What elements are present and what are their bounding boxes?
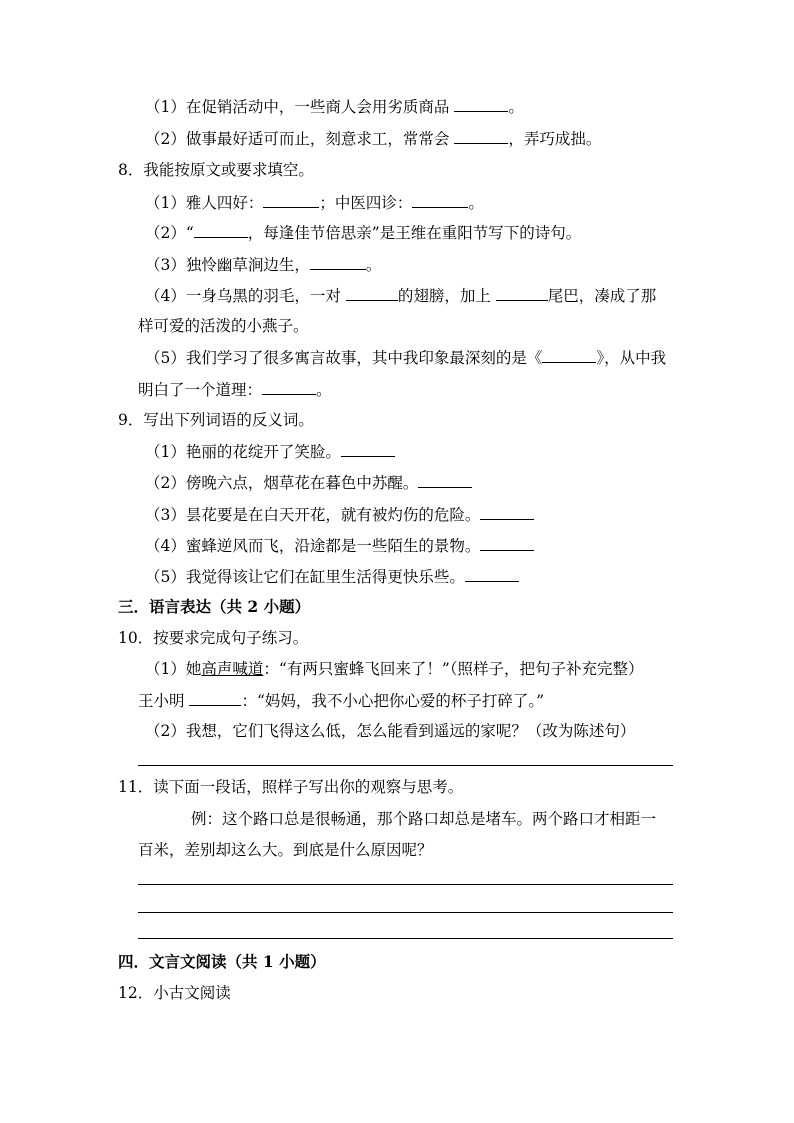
q7-item-2 [145, 128, 601, 149]
q11-title: 11．读下面一段话，照样子写出你的观察与思考。 [118, 778, 464, 796]
q10-item-1-a: （1）她 [145, 660, 202, 678]
q7-item-1-end: 。 [508, 98, 524, 116]
q10-item-1-answer-a: 王小明 [138, 692, 185, 710]
q8-item-1-c: 。 [468, 194, 484, 212]
answer-blank[interactable] [418, 472, 472, 488]
answer-blank[interactable] [496, 285, 548, 301]
q7-item-2-end: ，弄巧成拙。 [508, 130, 602, 148]
q8-item-4 [145, 285, 656, 306]
q8-item-4-c: 尾巴，凑成了那 [547, 287, 657, 305]
q9-item-4 [145, 535, 534, 556]
q8-item-5-d: 。 [316, 381, 332, 399]
answer-blank[interactable] [310, 254, 366, 270]
q8-item-3 [145, 254, 381, 275]
q8-title: 8．我能按原文或要求填空。 [118, 161, 314, 179]
answer-blank[interactable] [480, 504, 534, 520]
answer-line[interactable] [138, 765, 673, 766]
q9-item-1 [145, 441, 395, 462]
q8-item-1 [145, 192, 484, 213]
q10-title: 10．按要求完成句子练习。 [118, 629, 309, 647]
q11-example-line-2: 百米，差别却这么大。到底是什么原因呢？ [138, 841, 433, 859]
q10-item-1 [145, 659, 644, 679]
q9-item-5 [145, 566, 519, 587]
q9-item-3 [145, 504, 534, 525]
answer-line[interactable] [138, 884, 673, 885]
answer-line[interactable] [138, 938, 673, 939]
q8-item-4-cont: 样可爱的活泼的小燕子。 [138, 317, 309, 335]
q10-item-2: （2）我想，它们飞得这么低，怎么能看到遥远的家呢？（改为陈述句） [145, 722, 636, 740]
answer-blank[interactable] [454, 128, 508, 144]
q10-item-1-answer [138, 690, 544, 711]
q8-item-5-c: 明白了一个道理： [138, 381, 263, 399]
q10-underlined-phrase: 高声喊道 [201, 660, 264, 678]
q7-item-1-text: （1）在促销活动中，一些商人会用劣质商品 [145, 98, 450, 116]
q12-title: 12．小古文阅读 [118, 984, 231, 1002]
q9-item-4-text: （4）蜜蜂逆风而飞，沿途都是一些陌生的景物。 [145, 537, 481, 555]
answer-blank[interactable] [194, 222, 248, 238]
q8-item-4-a: （4）一身乌黑的羽毛，一对 [145, 287, 341, 305]
q8-item-2 [145, 222, 581, 243]
section-4-heading: 四．文言文阅读（共 1 小题） [118, 952, 326, 971]
q10-item-1-answer-b: ：“妈妈，我不小心把你心爱的杯子打碎了。” [241, 692, 545, 710]
answer-blank[interactable] [542, 347, 596, 363]
q7-item-2-text: （2）做事最好适可而止，刻意求工，常常会 [145, 130, 450, 148]
q8-item-5 [145, 347, 666, 368]
answer-blank[interactable] [263, 192, 319, 208]
answer-line[interactable] [138, 912, 673, 913]
answer-blank[interactable] [480, 535, 534, 551]
answer-blank[interactable] [189, 690, 241, 706]
q9-item-5-text: （5）我觉得该让它们在缸里生活得更快乐些。 [145, 568, 465, 586]
answer-blank[interactable] [412, 192, 468, 208]
q7-item-1 [145, 96, 524, 117]
q9-item-2 [145, 472, 472, 493]
q8-item-5-b: 》，从中我 [596, 349, 667, 367]
q8-item-1-a: （1）雅人四好： [145, 194, 264, 212]
answer-blank[interactable] [262, 379, 316, 395]
q9-item-3-text: （3）昙花要是在白天开花，就有被灼伤的危险。 [145, 506, 481, 524]
q8-item-5-cont [138, 379, 332, 400]
q8-item-5-a: （5）我们学习了很多寓言故事，其中我印象最深刻的是《 [145, 349, 543, 367]
answer-blank[interactable] [465, 566, 519, 582]
q8-item-4-b: 的翅膀，加上 [397, 287, 491, 305]
answer-blank[interactable] [454, 96, 508, 112]
q11-example-line-1: 例：这个路口总是很畅通，那个路口却总是堵车。两个路口才相距一 [191, 810, 657, 828]
q9-item-1-text: （1）艳丽的花绽开了笑脸。 [145, 443, 341, 461]
section-3-heading: 三．语言表达（共 2 小题） [118, 597, 311, 616]
q8-item-2-a: （2）“ [145, 224, 194, 242]
q8-item-1-b: ；中医四诊： [319, 194, 413, 212]
q9-item-2-text: （2）傍晚六点，烟草花在暮色中苏醒。 [145, 474, 419, 492]
answer-blank[interactable] [346, 285, 398, 301]
answer-blank[interactable] [341, 441, 395, 457]
q8-item-3-a: （3）独怜幽草涧边生， [145, 256, 310, 274]
q9-title: 9．写出下列词语的反义词。 [118, 411, 314, 429]
q8-item-2-b: ，每逢佳节倍思亲”是王维在重阳节写下的诗句。 [247, 224, 582, 242]
q8-item-3-b: 。 [365, 256, 382, 274]
q10-item-1-b: ：“有两只蜜蜂飞回来了！”（照样子，把句子补充完整） [263, 660, 644, 678]
